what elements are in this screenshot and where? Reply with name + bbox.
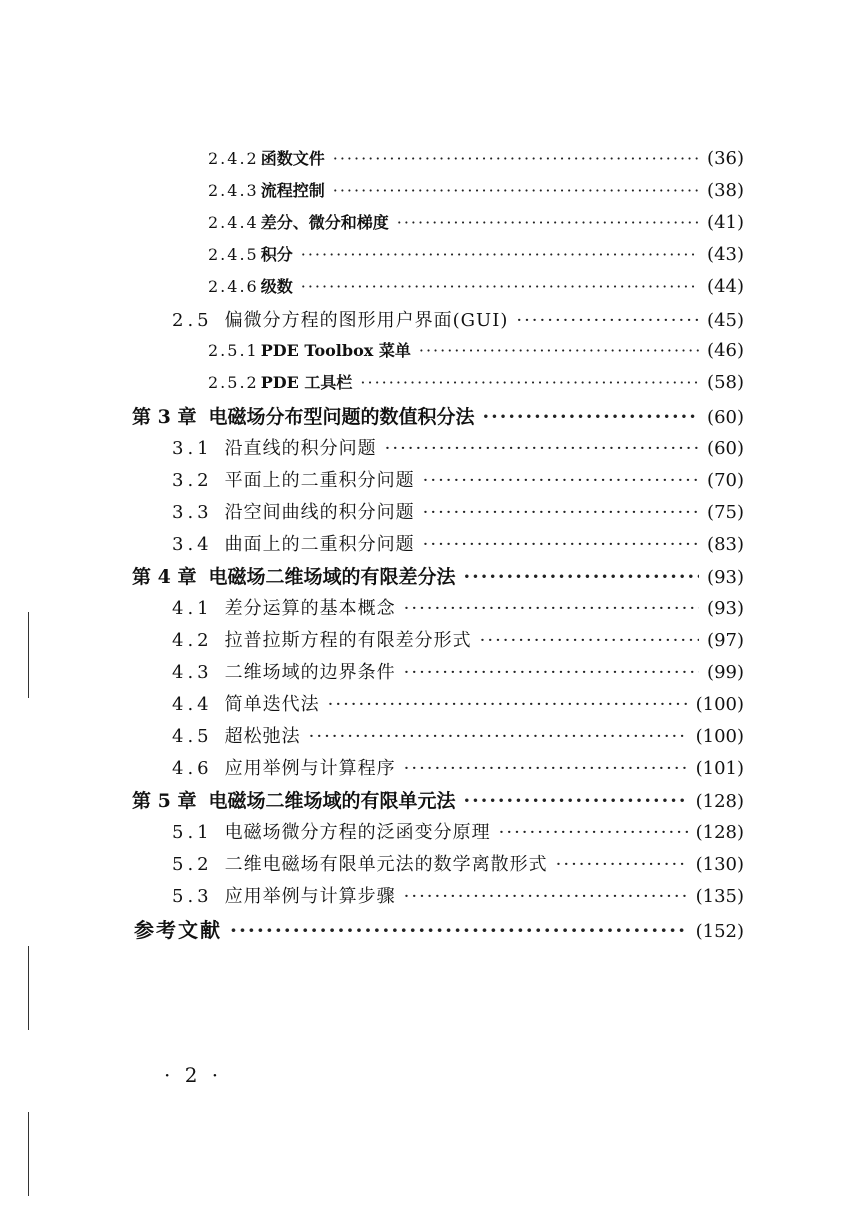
toc-entry [208,210,744,242]
toc-entry [172,722,744,754]
entry-page: (97) [707,630,744,651]
entry-title: 简单迭代法 [224,694,320,715]
entry-title: 沿直线的积分问题 [224,438,377,459]
toc-entry [208,178,744,210]
dot-leader [309,726,688,747]
dot-leader [419,341,699,360]
entry-page: (46) [707,340,744,361]
entry-number: 3.1 [172,438,213,459]
entry-page: (75) [707,502,744,523]
entry-page: (70) [707,470,744,491]
entry-page: (100) [695,694,744,715]
dot-leader [480,630,699,651]
entry-title: 平面上的二重积分问题 [224,470,415,491]
entry-title: 差分运算的基本概念 [224,598,396,619]
entry-page: (100) [695,726,744,747]
entry-title: 流程控制 [260,181,325,200]
entry-title: 沿空间曲线的积分问题 [224,502,415,523]
entry-title: 电磁场二维场域的有限差分法 [208,566,456,588]
entry-title: 应用举例与计算步骤 [224,886,396,907]
entry-page: (43) [707,244,744,265]
entry-title: 参考文献 [134,918,222,942]
entry-number: 第 4 章 [132,566,197,588]
margin-line-2 [28,946,29,1030]
entry-number: 3.4 [172,534,213,555]
entry-number: 5.2 [172,854,213,875]
entry-number: 2.4.6 [208,277,259,296]
page-number: · 2 · [164,1063,223,1087]
toc-entry [132,562,744,594]
entry-number: 2.4.4 [208,213,259,232]
toc-entry [172,530,744,562]
entry-number: 2.5.1 [208,341,259,360]
dot-leader [360,373,699,392]
entry-title: 应用举例与计算程序 [224,758,396,779]
dot-leader [333,181,699,200]
toc-entry [172,498,744,530]
entry-page: (93) [707,567,744,588]
dot-leader [516,310,699,331]
entry-number: 4.1 [172,598,213,619]
entry-number: 4.2 [172,630,213,651]
entry-number: 2.5 [172,310,213,331]
toc-entry [208,338,744,370]
entry-title: 函数文件 [260,149,325,168]
dot-leader [423,534,699,555]
dot-leader [404,662,699,683]
dot-leader [385,438,699,459]
dot-leader [230,918,688,942]
dot-leader [499,822,688,843]
entry-number: 2.4.2 [208,149,259,168]
entry-title: PDE 工具栏 [260,373,353,392]
entry-title: PDE Toolbox 菜单 [260,341,411,360]
dot-leader [556,854,688,875]
entry-number: 第 3 章 [132,406,197,428]
dot-leader [423,502,699,523]
entry-title: 拉普拉斯方程的有限差分形式 [224,630,472,651]
toc-entry [132,786,744,818]
dot-leader [423,470,699,491]
entry-title: 曲面上的二重积分问题 [224,534,415,555]
entry-page: (130) [695,854,744,875]
entry-page: (38) [707,180,744,201]
toc-entry [172,850,744,882]
entry-number: 4.4 [172,694,213,715]
entry-number: 2.5.2 [208,373,259,392]
entry-page: (135) [695,886,744,907]
entry-number: 4.3 [172,662,213,683]
entry-title: 二维电磁场有限单元法的数学离散形式 [224,854,548,875]
entry-page: (128) [695,822,744,843]
entry-page: (58) [707,372,744,393]
dot-leader [397,213,699,232]
toc-entry [172,594,744,626]
margin-line-1 [28,612,29,698]
toc-entry [132,402,744,434]
entry-number: 4.6 [172,758,213,779]
dot-leader [482,406,699,428]
dot-leader [328,694,688,715]
entry-title: 电磁场分布型问题的数值积分法 [208,406,475,428]
entry-page: (99) [707,662,744,683]
entry-page: (44) [707,276,744,297]
entry-page: (101) [695,758,744,779]
dot-leader [333,149,699,168]
toc-entry [172,626,744,658]
entry-number: 3.2 [172,470,213,491]
entry-title: 差分、微分和梯度 [260,213,389,232]
toc-entry [208,370,744,402]
toc-entry [208,274,744,306]
dot-leader [404,758,688,779]
dot-leader [301,245,699,264]
entry-page: (41) [707,212,744,233]
entry-page: (60) [707,407,744,428]
entry-title: 超松弛法 [224,726,301,747]
toc-entry [172,306,744,338]
entry-page: (93) [707,598,744,619]
entry-title: 电磁场微分方程的泛函变分原理 [224,822,491,843]
toc-entry [172,658,744,690]
toc-entry [172,434,744,466]
entry-number: 4.5 [172,726,213,747]
dot-leader [404,598,699,619]
entry-number: 2.4.5 [208,245,259,264]
entry-number: 3.3 [172,502,213,523]
entry-page: (60) [707,438,744,459]
margin-line-3 [28,1112,29,1196]
toc-entry [172,818,744,850]
dot-leader [301,277,699,296]
entry-title: 电磁场二维场域的有限单元法 [208,790,456,812]
entry-page: (36) [707,148,744,169]
toc-entry [208,146,744,178]
entry-title: 偏微分方程的图形用户界面(GUI) [224,310,509,331]
dot-leader [463,566,699,588]
entry-page: (128) [695,791,744,812]
dot-leader [404,886,688,907]
entry-number: 5.1 [172,822,213,843]
toc-entry [134,914,744,946]
toc-entry [172,882,744,914]
entry-number: 第 5 章 [132,790,197,812]
toc-entry [172,690,744,722]
entry-title: 积分 [260,245,293,264]
entry-title: 级数 [260,277,293,296]
entry-number: 2.4.3 [208,181,259,200]
toc-entry [208,242,744,274]
entry-title: 二维场域的边界条件 [224,662,396,683]
entry-page: (152) [695,921,744,942]
toc-entry [172,466,744,498]
entry-page: (83) [707,534,744,555]
entry-page: (45) [707,310,744,331]
entry-number: 5.3 [172,886,213,907]
dot-leader [463,790,687,812]
toc-entry [172,754,744,786]
